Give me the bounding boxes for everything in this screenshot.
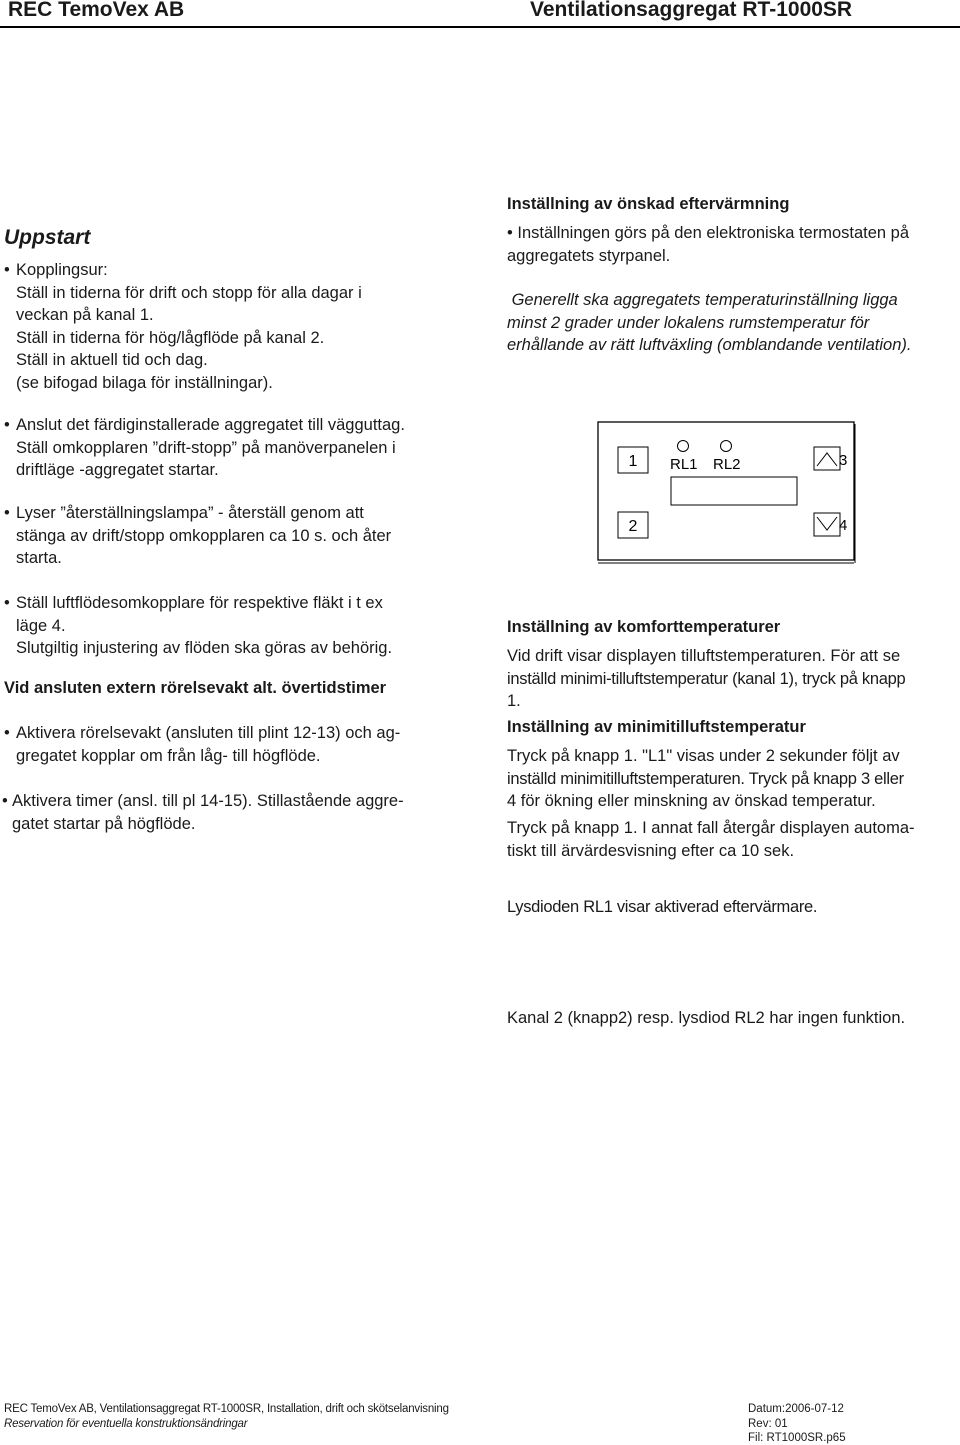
text-line: Kopplingsur: [16, 261, 108, 279]
paragraph-atergar [507, 817, 959, 862]
note-temperaturinstallning [507, 289, 957, 357]
text-line: Generellt ska aggregatets temperaturinställning ligga [507, 291, 898, 309]
bullet-mark: • [4, 594, 10, 612]
footer-date: Datum:2006-07-12 [748, 1403, 844, 1415]
text-line: Vid drift visar displayen tilluftstemperaturen. För att se [507, 647, 901, 665]
footer-document-info: REC TemoVex AB, Ventilationsaggregat RT-1000SR, Installation, drift och skötselanvisning [4, 1403, 449, 1415]
text-line: 4 för ökning eller minskning av önskad temperatur. [507, 792, 876, 810]
text-line: gregatet kopplar om från låg- till högflöde. [16, 746, 321, 765]
text-line: minst 2 grader under lokalens rumstemperatur för [507, 313, 870, 332]
bullet-luftflode [4, 592, 456, 660]
heading-minimitilluftstemperatur: Inställning av minimitilluftstemperatur [507, 718, 806, 736]
bullet-lyser [4, 502, 456, 570]
text-line: Ställ in tiderna för drift och stopp för alla dagar i [16, 283, 362, 302]
bullet-mark: • [4, 504, 10, 522]
text-line: Tryck på knapp 1. I annat fall återgår displayen automa- [507, 819, 915, 837]
text-line: (se bifogad bilaga för inställningar). [16, 373, 273, 392]
text-line: Ställ omkopplaren ”drift-stopp” på manöverpanelen i [16, 438, 396, 457]
text-line: Inställningen görs på den elektroniska termostaten på [517, 224, 910, 242]
text-line: erhållande av rätt luftväxling (omblandande ventilation). [507, 336, 912, 354]
bullet-mark: • [4, 416, 10, 434]
button-3-label: 3 [839, 452, 848, 469]
header-product: Ventilationsaggregat RT-1000SR [530, 0, 853, 21]
footer-filename: Fil: RT1000SR.p65 [748, 1432, 846, 1444]
text-line: Ställ in tiderna för hög/lågflöde på kanal 2. [16, 328, 325, 347]
header-company: REC TemoVex AB [8, 0, 185, 21]
text-line: starta. [16, 549, 62, 567]
text-line: Ställ luftflödesomkopplare för respektive fläkt i t ex [16, 594, 383, 612]
paragraph-kanal-2: Kanal 2 (knapp2) resp. lysdiod RL2 har ingen funktion. [507, 1009, 906, 1027]
text-line: Aktivera rörelsevakt (ansluten till plint 12-13) och ag- [16, 724, 401, 742]
text-line: Ställ in aktuell tid och dag. [16, 351, 208, 369]
text-line: inställd minimi-tilluftstemperatur (kanal 1), tryck på knapp [507, 669, 906, 688]
button-2-label: 2 [628, 518, 638, 535]
text-line: inställd minimitilluftstemperaturen. Tryck på knapp 3 eller [507, 769, 904, 788]
section-heading-uppstart: Uppstart [4, 226, 91, 249]
bullet-rorelsevakt [4, 722, 456, 767]
paragraph-vid-drift [507, 645, 959, 713]
paragraph-tryck-knapp [507, 745, 959, 813]
bullet-mark: • [507, 224, 518, 242]
rl1-label: RL1 [670, 456, 698, 473]
bullet-kopplingsur [4, 259, 456, 394]
text-line: Tryck på knapp 1. "L1" visas under 2 sekunder följt av [507, 747, 900, 765]
rl2-label: RL2 [713, 456, 741, 473]
text-line: veckan på kanal 1. [16, 306, 154, 324]
button-3[interactable] [814, 447, 840, 470]
bullet-mark: • [4, 261, 10, 279]
text-line: Aktivera timer (ansl. till pl 14-15). Stillastående aggre- [12, 792, 404, 810]
text-line: Anslut det färdiginstallerade aggregatet till vägguttag. [16, 416, 405, 434]
text-line: Lyser ”återställningslampa” - återställ genom att [16, 504, 364, 522]
text-line: tiskt till ärvärdesvisning efter ca 10 sek. [507, 841, 795, 860]
bullet-anslut [4, 414, 456, 482]
paragraph-termostat [507, 222, 957, 267]
button-4[interactable] [814, 513, 840, 536]
footer-revision: Rev: 01 [748, 1418, 788, 1430]
bullet-mark: • [2, 792, 8, 810]
text-line: Slutgiltig injustering av flöden ska göras av behörig. [16, 639, 393, 657]
text-line: 1. [507, 692, 521, 710]
text-line: stänga av drift/stopp omkopplaren ca 10 s. och åter [16, 526, 392, 545]
control-panel-diagram [596, 420, 858, 566]
led-rl1 [678, 441, 689, 452]
led-rl2 [721, 441, 732, 452]
header-rule [0, 26, 960, 28]
text-line: aggregatets styrpanel. [507, 246, 671, 265]
heading-komforttemperaturer: Inställning av komforttemperaturer [507, 618, 781, 636]
arrow-down-icon [817, 517, 837, 530]
bullet-timer [2, 790, 462, 835]
text-line: läge 4. [16, 616, 66, 635]
text-line: driftläge -aggregatet startar. [16, 461, 219, 479]
bullet-mark: • [4, 724, 10, 742]
subheading-extern-rorelsevakt: Vid ansluten extern rörelsevakt alt. övertidstimer [4, 679, 387, 697]
heading-eftervarmning: Inställning av önskad eftervärmning [507, 195, 790, 213]
button-1-label: 1 [628, 453, 638, 470]
button-4-label: 4 [839, 517, 848, 534]
display-window [671, 477, 797, 505]
footer-reservation: Reservation för eventuella konstruktionsändringar [4, 1418, 248, 1430]
text-line: gatet startar på högflöde. [12, 814, 196, 833]
paragraph-lysdiod-rl1: Lysdioden RL1 visar aktiverad eftervärmare. [507, 898, 818, 916]
arrow-up-icon [817, 453, 837, 466]
